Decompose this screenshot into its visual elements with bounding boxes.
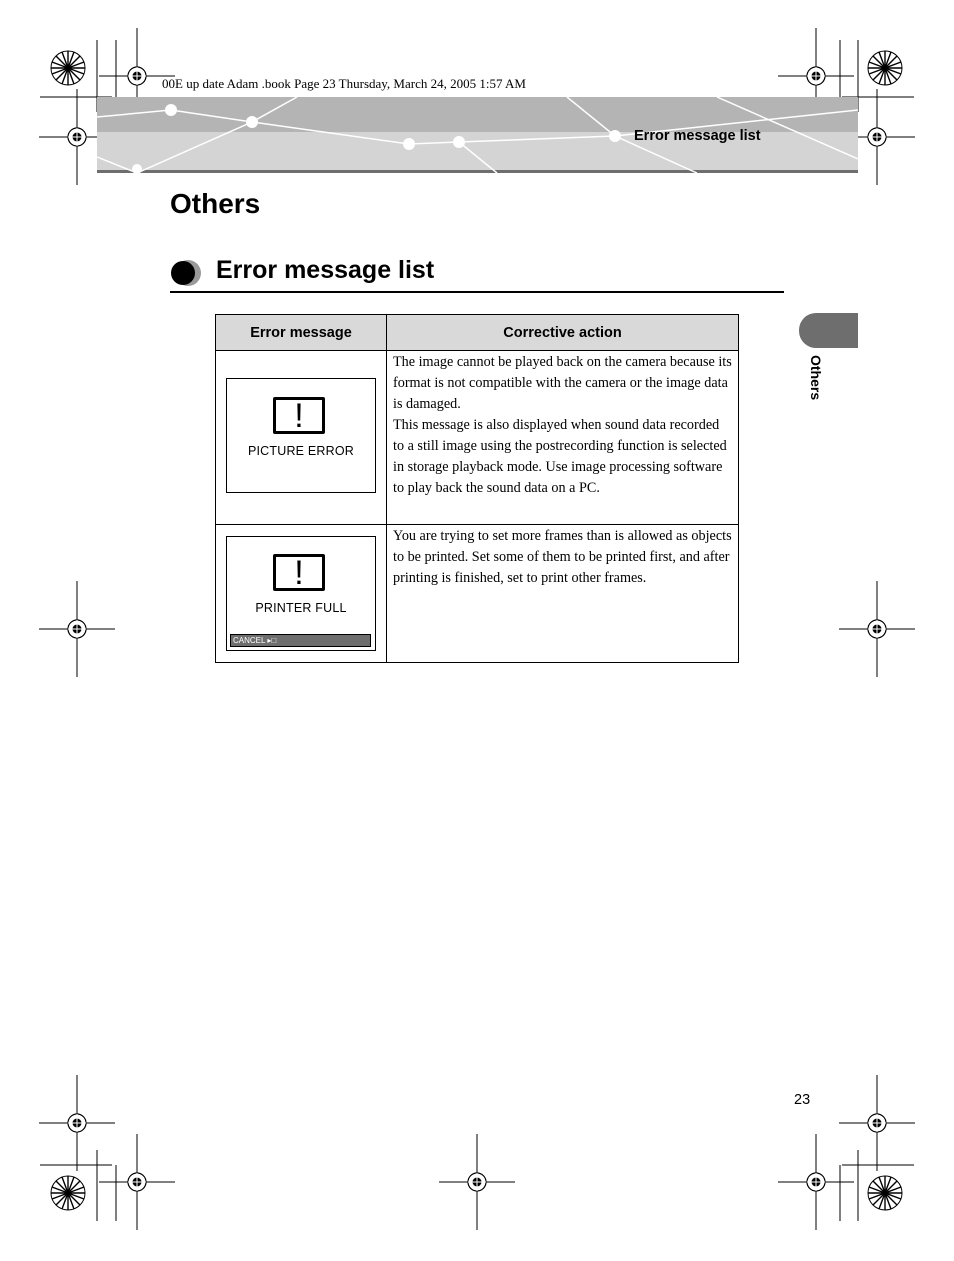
column-header-corrective-action: Corrective action [387,315,739,351]
action-text: The image cannot be played back on the camera because its format is not compatible with the camera or the image data is damaged. [393,354,732,412]
table-row [216,525,739,663]
section-title: Error message list [216,256,435,284]
print-info-line: 00E up date Adam .book Page 23 Thursday, March 24, 2005 1:57 AM [162,76,526,91]
cancel-bar [230,634,371,647]
arrow-button-icon: ▸□ [267,636,277,645]
chapter-tab-label: Others [808,355,824,401]
cancel-label: CANCEL [233,636,266,645]
warning-icon: ! [273,397,325,434]
chapter-tab [799,313,858,348]
camera-screen-picture-error [226,378,376,493]
action-text: You are trying to set more frames than is allowed as objects to be printed. Set some of them to be printed first, and after printing is finished, set to print other frames. [393,528,732,586]
warning-icon: ! [273,554,325,591]
section-heading [170,256,784,293]
corrective-action-cell [387,351,739,525]
table-row [216,351,739,525]
error-message-cell [216,351,387,525]
action-text: This message is also displayed when sound data recorded to a still image using the postrecording function is selected in storage playback mode. Use image processing software to play back the sound data on a PC. [393,417,727,496]
page-title: Others [170,188,261,219]
table-header-row [216,315,739,351]
camera-screen-printer-full [226,536,376,651]
error-message-table [215,314,739,663]
page-number: 23 [794,1092,811,1108]
error-message-cell [216,525,387,663]
column-header-error-message: Error message [216,315,387,351]
running-header-title: Error message list [634,128,761,144]
section-bullet-icon [170,258,202,288]
banner-dark-band [97,97,858,132]
corrective-action-cell [387,525,739,663]
screen-message: PICTURE ERROR [247,444,355,458]
screen-message: PRINTER FULL [255,601,347,615]
